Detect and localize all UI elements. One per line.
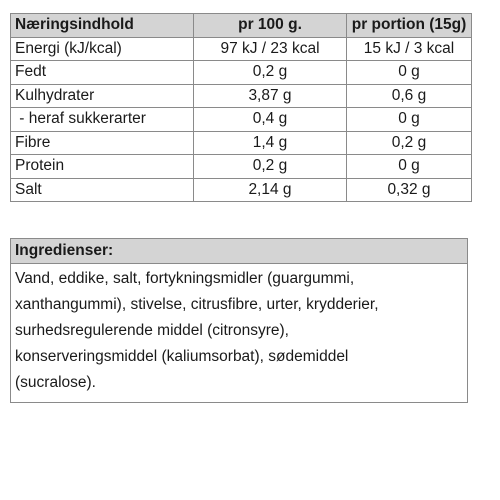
value-per-portion: 0 g xyxy=(347,61,472,85)
nutrient-name: - heraf sukkerarter xyxy=(11,108,194,132)
ingredients-text xyxy=(11,264,467,402)
ingredients-box xyxy=(10,238,468,403)
nutrient-name: Protein xyxy=(11,155,194,179)
ingredients-heading: Ingredienser: xyxy=(11,239,467,264)
ingredients-line: Vand, eddike, salt, fortykningsmidler (guargummi, xyxy=(15,270,355,287)
header-nutrient: Næringsindhold xyxy=(11,14,194,38)
value-per-100g: 0,2 g xyxy=(194,155,347,179)
table-row xyxy=(11,131,472,155)
value-per-100g: 3,87 g xyxy=(194,84,347,108)
nutrition-table xyxy=(10,13,472,202)
value-per-portion: 0 g xyxy=(347,108,472,132)
table-row xyxy=(11,108,472,132)
ingredients-line: xanthangummi), stivelse, citrusfibre, urter, krydderier, xyxy=(15,296,379,313)
value-per-portion: 15 kJ / 3 kcal xyxy=(347,37,472,61)
ingredients-line: (sucralose). xyxy=(15,374,96,391)
table-row xyxy=(11,37,472,61)
table-row xyxy=(11,61,472,85)
nutrient-name: Salt xyxy=(11,178,194,202)
value-per-portion: 0,6 g xyxy=(347,84,472,108)
header-per-portion: pr portion (15g) xyxy=(347,14,472,38)
table-row xyxy=(11,178,472,202)
value-per-100g: 0,4 g xyxy=(194,108,347,132)
nutrient-name: Energi (kJ/kcal) xyxy=(11,37,194,61)
nutrient-name: Fibre xyxy=(11,131,194,155)
nutrition-header-row xyxy=(11,14,472,38)
nutrient-name: Fedt xyxy=(11,61,194,85)
value-per-portion: 0,2 g xyxy=(347,131,472,155)
value-per-100g: 2,14 g xyxy=(194,178,347,202)
value-per-portion: 0,32 g xyxy=(347,178,472,202)
table-row xyxy=(11,155,472,179)
value-per-100g: 1,4 g xyxy=(194,131,347,155)
header-per-100g: pr 100 g. xyxy=(194,14,347,38)
value-per-100g: 0,2 g xyxy=(194,61,347,85)
table-row xyxy=(11,84,472,108)
value-per-100g: 97 kJ / 23 kcal xyxy=(194,37,347,61)
nutrient-name: Kulhydrater xyxy=(11,84,194,108)
value-per-portion: 0 g xyxy=(347,155,472,179)
ingredients-line: konserveringsmiddel (kaliumsorbat), sødemiddel xyxy=(15,348,349,365)
ingredients-line: surhedsregulerende middel (citronsyre), xyxy=(15,322,289,339)
